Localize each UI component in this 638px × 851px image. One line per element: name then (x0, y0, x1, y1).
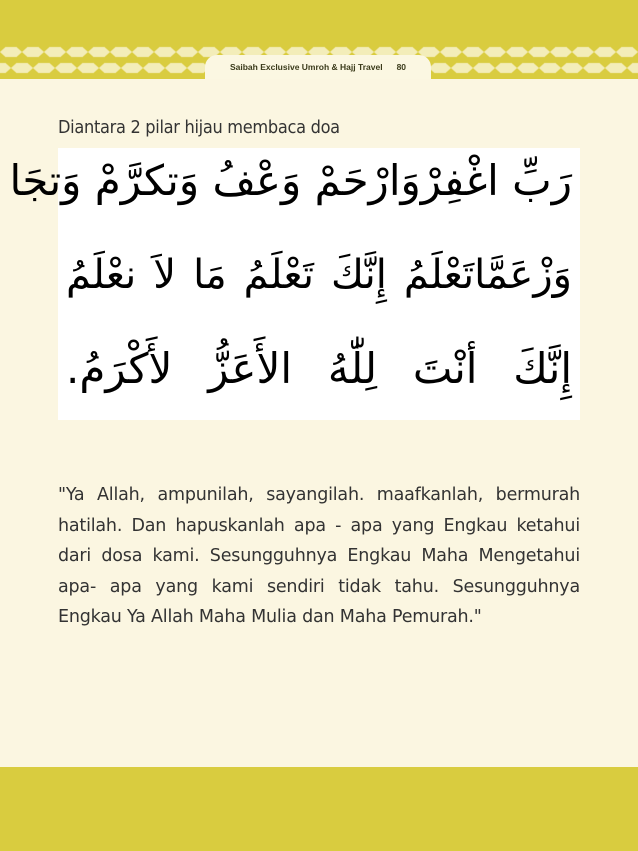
instruction-heading: Diantara 2 pilar hijau membaca doa (58, 117, 340, 138)
prayer-translation: "Ya Allah, ampunilah, sayangilah. maafkanlah, bermurah hatilah. Dan hapuskanlah apa - apa yang Engkau ketahui dari dosa kami. Sesungguhnya Engkau Maha Mengetahui apa- apa yang kami sendiri tidak tahu. Sesungguhnya Engkau Ya Allah Maha Mulia dan Maha Pemurah." (58, 485, 580, 628)
arabic-line-2: وَزْعَمَّاتَعْلَمُ إِنَّكَ تَعْلَمُ مَا لاَ نعْلَمُ (66, 252, 572, 298)
page-number: 80 (396, 62, 407, 72)
running-header (205, 55, 431, 79)
arabic-line-1: رَبِّ اغْفِرْوَارْحَمْ وَعْفُ وَتكرَّمْ وَتجَا (9, 156, 572, 205)
arabic-prayer-image (9, 148, 580, 420)
publication-title: Saibah Exclusive Umroh & Hajj Travel (229, 62, 383, 72)
arabic-line-3: إِنَّكَ أنْتَ لِلّٰهُ الأَعَزُّ لأَكْرَمُ. (66, 344, 572, 393)
bottom-decorative-band (0, 767, 638, 851)
